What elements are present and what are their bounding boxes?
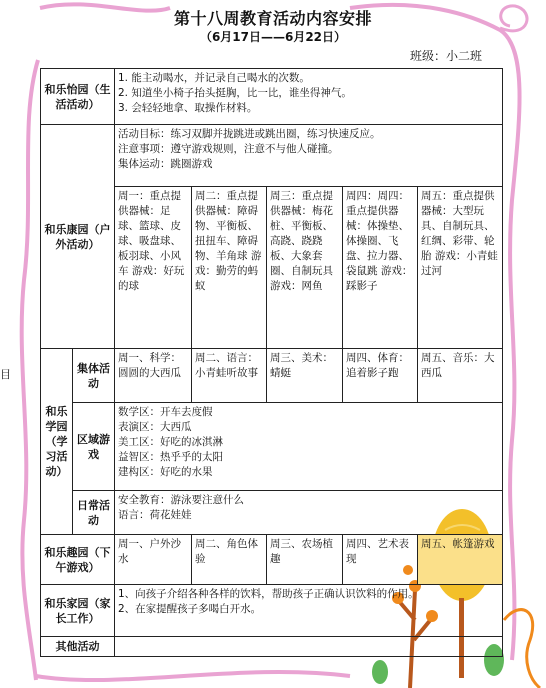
label-play: 和乐趣园（下午游戏） <box>41 535 115 585</box>
outdoor-mon: 周一：重点提供器械：足球、篮球、皮球、吸盘球、板羽球、小风车 游戏：好玩的球 <box>115 187 192 349</box>
date-range: （6月17日——6月22日） <box>199 30 347 44</box>
label-life: 和乐怡园（生活活动） <box>41 69 115 125</box>
green-leaf-2 <box>372 660 388 684</box>
play-thu: 周四、艺术表现 <box>343 535 418 585</box>
schedule-table <box>40 68 503 657</box>
left-edge-fragment: 目 <box>0 368 11 381</box>
row-play <box>41 535 503 585</box>
label-area-game: 区域游戏 <box>73 403 115 491</box>
orange-ribbon <box>504 610 540 688</box>
area-item-3: 美工区：好吃的冰淇淋 <box>118 436 223 448</box>
play-wed: 周三、农场植趣 <box>267 535 343 585</box>
area-item-1: 数学区：开车去度假 <box>118 406 213 418</box>
life-item-3: 3. 会轻轻地拿、取操作材料。 <box>118 102 258 114</box>
life-items <box>115 69 503 125</box>
other-content <box>115 637 503 657</box>
class-label: 班级： <box>409 49 446 63</box>
outdoor-wed: 周三：重点提供器械：梅花桩、平衡板、高跷、跷跷板、大象套圈、自制玩具 游戏：网鱼 <box>267 187 343 349</box>
pink-ribbon-bottom <box>36 672 350 680</box>
group-wed: 周三、美术：蜻蜓 <box>267 349 343 403</box>
label-other: 其他活动 <box>41 637 115 657</box>
life-item-2: 2. 知道坐小椅子抬头挺胸，比一比，谁坐得神气。 <box>118 87 352 99</box>
group-thu: 周四、体育：追着影子跑 <box>343 349 418 403</box>
label-learning: 和乐学园（学习活动） <box>41 349 73 535</box>
row-home <box>41 585 503 637</box>
row-learning-daily <box>41 491 503 535</box>
area-list <box>115 403 503 491</box>
home-items <box>115 585 503 637</box>
outdoor-note: 注意事项：遵守游戏规则，注意不与他人碰撞。 <box>118 143 339 155</box>
row-other <box>41 637 503 657</box>
outdoor-fri: 周五：重点提供器械：大型玩具、自制玩具、红绸、彩带、轮胎 游戏：小青蛙过河 <box>418 187 503 349</box>
row-learning-area <box>41 403 503 491</box>
label-group-activity: 集体活动 <box>73 349 115 403</box>
area-item-5: 建构区：好吃的水果 <box>118 466 213 478</box>
label-home: 和乐家园（家长工作） <box>41 585 115 637</box>
label-outdoor: 和乐康园（户外活动） <box>41 125 115 349</box>
area-item-2: 表演区：大西瓜 <box>118 421 192 433</box>
life-item-1: 1. 能主动喝水，并记录自己喝水的次数。 <box>118 72 310 84</box>
group-tue: 周二、语言：小青蛙听故事 <box>192 349 267 403</box>
row-outdoor-top <box>41 125 503 187</box>
group-mon: 周一、科学：圆圆的大西瓜 <box>115 349 192 403</box>
home-item-2: 2、在家提醒孩子多喝白开水。 <box>118 603 262 615</box>
daily-item-1: 安全教育：游泳要注意什么 <box>118 494 244 506</box>
row-learning-group <box>41 349 503 403</box>
daily-item-2: 语言：荷花娃娃 <box>118 509 192 521</box>
area-item-4: 益智区：热乎乎的太阳 <box>118 451 223 463</box>
pink-ribbon-left <box>22 60 38 680</box>
outdoor-group: 集体运动：跳圈游戏 <box>118 158 213 170</box>
outdoor-thu: 周四：周四：重点提供器械：体操垫、体操圈、飞盘、拉力器、袋鼠跳 游戏：踩影子 <box>343 187 418 349</box>
group-fri: 周五、音乐：大西瓜 <box>418 349 503 403</box>
row-life <box>41 69 503 125</box>
page-title: 第十八周教育活动内容安排 <box>173 9 372 28</box>
home-item-1: 1、向孩子介绍各种各样的饮料，帮助孩子正确认识饮料的作用。 <box>118 588 419 600</box>
class-info <box>410 47 482 64</box>
outdoor-info <box>115 125 503 187</box>
outdoor-goal: 活动目标：练习双脚并拢跳进或跳出圈，练习快速反应。 <box>118 128 381 140</box>
play-mon: 周一、户外沙水 <box>115 535 192 585</box>
play-tue: 周二、角色体验 <box>192 535 267 585</box>
play-fri: 周五、帐篷游戏 <box>418 535 503 585</box>
outdoor-tue: 周二：重点提供器械：障碍物、平衡板、扭扭车、障碍物、羊角球 游戏：勤劳的蚂蚁 <box>192 187 267 349</box>
label-daily-activity: 日常活动 <box>73 491 115 535</box>
daily-list <box>115 491 503 535</box>
class-name: 小二班 <box>445 49 482 63</box>
